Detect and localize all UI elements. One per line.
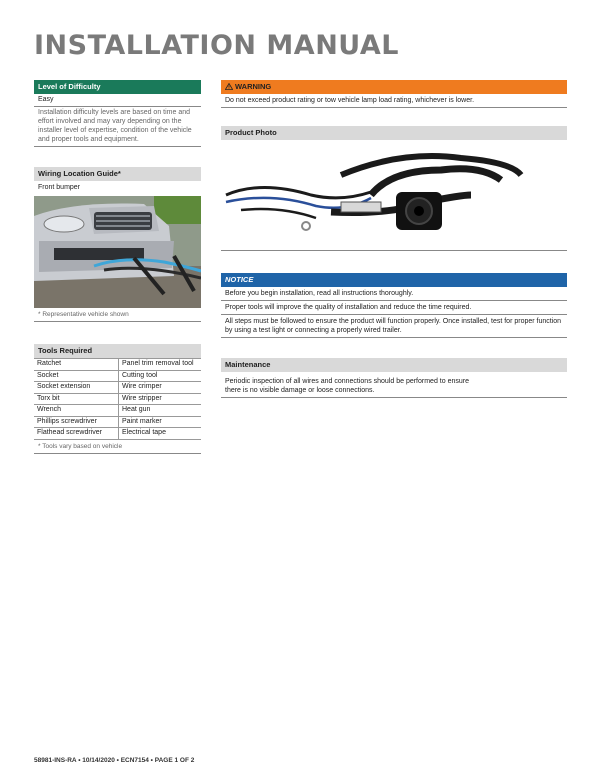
warning-header (221, 80, 567, 94)
table-row (34, 382, 201, 394)
table-row (34, 428, 201, 440)
right-column (221, 80, 567, 398)
tool-cell: Cutting tool (119, 370, 202, 382)
notice-item-3: All steps must be followed to ensure the product will function properly. Once installed, test for proper function by using a test light or connecting a properly wired trailer. (221, 315, 567, 338)
tool-cell: Wire crimper (119, 382, 202, 394)
tools-header: Tools Required (34, 344, 201, 358)
notice-header: NOTICE (221, 273, 567, 287)
table-row (34, 405, 201, 417)
tool-cell: Socket extension (34, 382, 119, 394)
vehicle-photo (34, 196, 201, 308)
tool-cell: Wrench (34, 405, 119, 417)
tool-cell: Wire stripper (119, 393, 202, 405)
tool-cell: Phillips screwdriver (34, 416, 119, 428)
notice-item-2: Proper tools will improve the quality of installation and reduce the time required. (221, 301, 567, 315)
warning-label: WARNING (235, 82, 272, 91)
tool-cell: Flathead screwdriver (34, 428, 119, 440)
left-column (34, 80, 201, 454)
tool-cell: Paint marker (119, 416, 202, 428)
difficulty-description: Installation difficulty levels are based on time and effort involved and may vary depending on the installer level of expertise, condition of the vehicle and proper tools and equipment. (34, 107, 201, 147)
maintenance-header: Maintenance (221, 358, 567, 372)
warning-icon (225, 83, 233, 90)
page-title: INSTALLATION MANUAL (34, 30, 399, 61)
warning-text: Do not exceed product rating or tow vehicle lamp load rating, whichever is lower. (221, 94, 567, 108)
tool-cell: Heat gun (119, 405, 202, 417)
tool-cell: Socket (34, 370, 119, 382)
product-photo (221, 140, 567, 250)
page-footer: 58981-INS-RA • 10/14/2020 • ECN7154 • PAGE 1 OF 2 (34, 757, 195, 764)
table-row (34, 416, 201, 428)
tool-cell: Torx bit (34, 393, 119, 405)
tools-note: * Tools vary based on vehicle (34, 440, 201, 454)
product-photo-header: Product Photo (221, 126, 567, 140)
difficulty-header: Level of Difficulty (34, 80, 201, 94)
difficulty-level: Easy (34, 94, 201, 107)
table-row (34, 370, 201, 382)
table-row (34, 359, 201, 371)
tool-cell: Panel trim removal tool (119, 359, 202, 371)
wiring-caption: * Representative vehicle shown (34, 308, 201, 322)
tool-cell: Electrical tape (119, 428, 202, 440)
notice-item-1: Before you begin installation, read all instructions thoroughly. (221, 287, 567, 301)
maintenance-text: Periodic inspection of all wires and connections should be performed to ensure there is no visible damage or loose connections. (221, 372, 567, 398)
wiring-location: Front bumper (38, 184, 81, 191)
tool-cell: Ratchet (34, 359, 119, 371)
tools-table (34, 358, 201, 440)
wiring-header: Wiring Location Guide* (34, 167, 201, 181)
table-row (34, 393, 201, 405)
